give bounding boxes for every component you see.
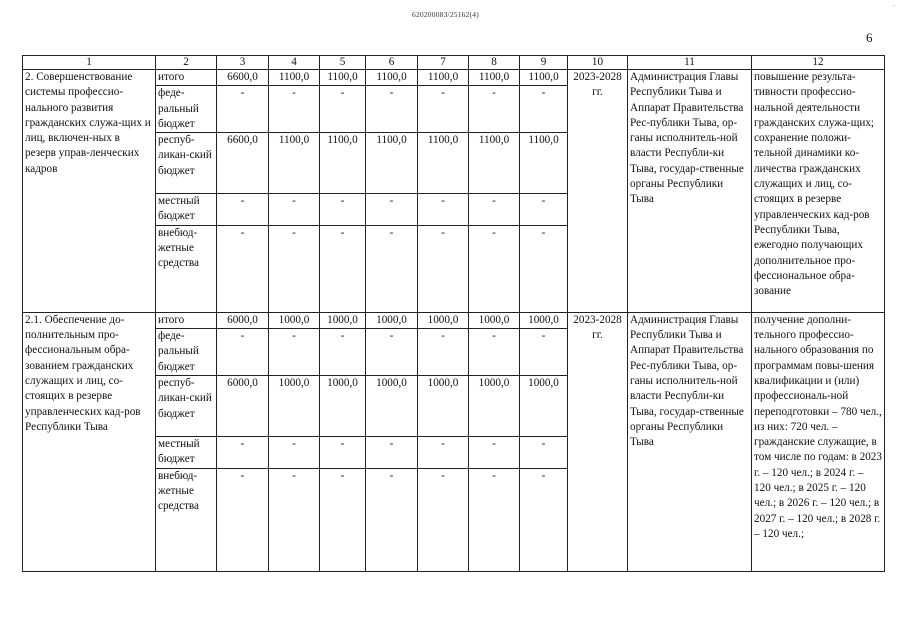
amount-2027: 1100,0 (469, 133, 520, 194)
implementation-period: 2023-2028 гг. (568, 312, 628, 571)
funding-source: местный бюджет (156, 194, 217, 226)
column-header: 2 (156, 56, 217, 70)
amount-total: 6600,0 (217, 133, 269, 194)
column-header: 5 (320, 56, 366, 70)
amount-2024: - (320, 86, 366, 133)
amount-2024: 1000,0 (320, 375, 366, 436)
column-header: 6 (366, 56, 418, 70)
amount-2023: - (269, 194, 320, 226)
column-header: 12 (752, 56, 885, 70)
amount-2026: - (418, 468, 469, 571)
column-header: 10 (568, 56, 628, 70)
expected-result: получение дополни-тельного профессио-нального образования по программам повы-шения квалификации и (или) профессиональ-ной переподготовки – 780 чел., из них: 720 чел. – гражданские служащие, в том числе по годам: в 2023 г. – 120 чел.; в 2024 г. – 120 чел.; в 2025 г. – 120 чел.; в 2026 г. – 120 чел.; в 2027 г. – 120 чел.; в 2028 г. – 120 чел.; (752, 312, 885, 571)
amount-2026: 1100,0 (418, 133, 469, 194)
amount-2027: 1100,0 (469, 70, 520, 86)
amount-2027: - (469, 436, 520, 468)
amount-2023: - (269, 86, 320, 133)
program-measures-table (22, 55, 885, 572)
column-header: 1 (23, 56, 156, 70)
responsible-executor: Администрация Главы Республики Тыва и Аппарат Правительства Рес-публики Тыва, ор-ганы исполнитель-ной власти Республи-ки Тыва, государ-ственные органы Республики Тыва (628, 70, 752, 313)
amount-total: - (217, 86, 269, 133)
amount-2023: - (269, 436, 320, 468)
amount-2026: - (418, 194, 469, 226)
amount-2027: - (469, 86, 520, 133)
funding-source: феде-ральный бюджет (156, 329, 217, 376)
amount-2025: 1000,0 (366, 375, 418, 436)
amount-2023: - (269, 468, 320, 571)
amount-2023: - (269, 225, 320, 312)
amount-2024: - (320, 329, 366, 376)
column-header: 11 (628, 56, 752, 70)
funding-source: внебюд-жетные средства (156, 225, 217, 312)
funding-source: внебюд-жетные средства (156, 468, 217, 571)
amount-2023: 1000,0 (269, 375, 320, 436)
table-row (23, 70, 885, 86)
amount-total: - (217, 194, 269, 226)
column-number-row (23, 56, 885, 70)
amount-2024: - (320, 436, 366, 468)
amount-2023: - (269, 329, 320, 376)
amount-2028: 1000,0 (520, 312, 568, 328)
amount-2028: 1100,0 (520, 133, 568, 194)
funding-source: феде-ральный бюджет (156, 86, 217, 133)
amount-2025: 1100,0 (366, 70, 418, 86)
amount-2024: - (320, 468, 366, 571)
implementation-period: 2023-2028 гг. (568, 70, 628, 313)
page-number: 6 (866, 30, 873, 45)
amount-2026: 1000,0 (418, 375, 469, 436)
amount-2027: 1000,0 (469, 375, 520, 436)
amount-total: 6000,0 (217, 312, 269, 328)
column-header: 7 (418, 56, 469, 70)
amount-total: - (217, 468, 269, 571)
amount-2028: - (520, 86, 568, 133)
amount-2024: 1100,0 (320, 133, 366, 194)
amount-2027: - (469, 194, 520, 226)
measure-title: 2. Совершенствование системы профессио-нального развития гражданских служа-щих и лиц, включен-ных в резерв управ-ленческих кадров (23, 70, 156, 313)
amount-total: 6600,0 (217, 70, 269, 86)
amount-2023: 1100,0 (269, 133, 320, 194)
amount-2025: 1100,0 (366, 133, 418, 194)
amount-2027: - (469, 329, 520, 376)
amount-2025: - (366, 468, 418, 571)
amount-2028: - (520, 225, 568, 312)
amount-2028: - (520, 329, 568, 376)
amount-2026: - (418, 86, 469, 133)
amount-2026: - (418, 329, 469, 376)
funding-source: местный бюджет (156, 436, 217, 468)
funding-source: итого (156, 312, 217, 328)
amount-2025: 1000,0 (366, 312, 418, 328)
amount-2026: - (418, 225, 469, 312)
corner-mark: ’ (893, 5, 895, 11)
amount-2024: - (320, 225, 366, 312)
amount-2024: 1000,0 (320, 312, 366, 328)
amount-2026: - (418, 436, 469, 468)
amount-2027: - (469, 225, 520, 312)
column-header: 9 (520, 56, 568, 70)
amount-2023: 1100,0 (269, 70, 320, 86)
amount-2027: - (469, 468, 520, 571)
amount-2025: - (366, 86, 418, 133)
measure-title: 2.1. Обеспечение до-полнительным про-фессиональным обра-зованием гражданских служащих и лиц, со-стоящих в резерве управленческих кад-ров Республики Тыва (23, 312, 156, 571)
funding-source: итого (156, 70, 217, 86)
funding-source: респуб-ликан-ский бюджет (156, 375, 217, 436)
amount-2025: - (366, 329, 418, 376)
table-row (23, 312, 885, 328)
amount-2028: - (520, 468, 568, 571)
document-id: 620200083/25162(4) (412, 10, 479, 19)
funding-source: респуб-ликан-ский бюджет (156, 133, 217, 194)
amount-2028: 1000,0 (520, 375, 568, 436)
amount-2028: 1100,0 (520, 70, 568, 86)
amount-2026: 1000,0 (418, 312, 469, 328)
amount-2028: - (520, 436, 568, 468)
amount-2026: 1100,0 (418, 70, 469, 86)
column-header: 8 (469, 56, 520, 70)
amount-total: 6000,0 (217, 375, 269, 436)
amount-total: - (217, 436, 269, 468)
column-header: 3 (217, 56, 269, 70)
amount-2025: - (366, 225, 418, 312)
amount-2024: - (320, 194, 366, 226)
amount-2023: 1000,0 (269, 312, 320, 328)
amount-total: - (217, 329, 269, 376)
column-header: 4 (269, 56, 320, 70)
amount-2028: - (520, 194, 568, 226)
amount-total: - (217, 225, 269, 312)
amount-2025: - (366, 194, 418, 226)
amount-2027: 1000,0 (469, 312, 520, 328)
expected-result: повышение результа-тивности профессио-нальной деятельности гражданских служа-щих; сохранение положи-тельной динамики ко-личества гражданских служащих и лиц, со-стоящих в резерве управленческих кад-ров Республики Тыва, ежегодно получающих дополнительное про-фессиональное обра-зование (752, 70, 885, 313)
responsible-executor: Администрация Главы Республики Тыва и Аппарат Правительства Рес-публики Тыва, ор-ганы исполнитель-ной власти Республи-ки Тыва, государ-ственные органы Республики Тыва (628, 312, 752, 571)
amount-2025: - (366, 436, 418, 468)
amount-2024: 1100,0 (320, 70, 366, 86)
